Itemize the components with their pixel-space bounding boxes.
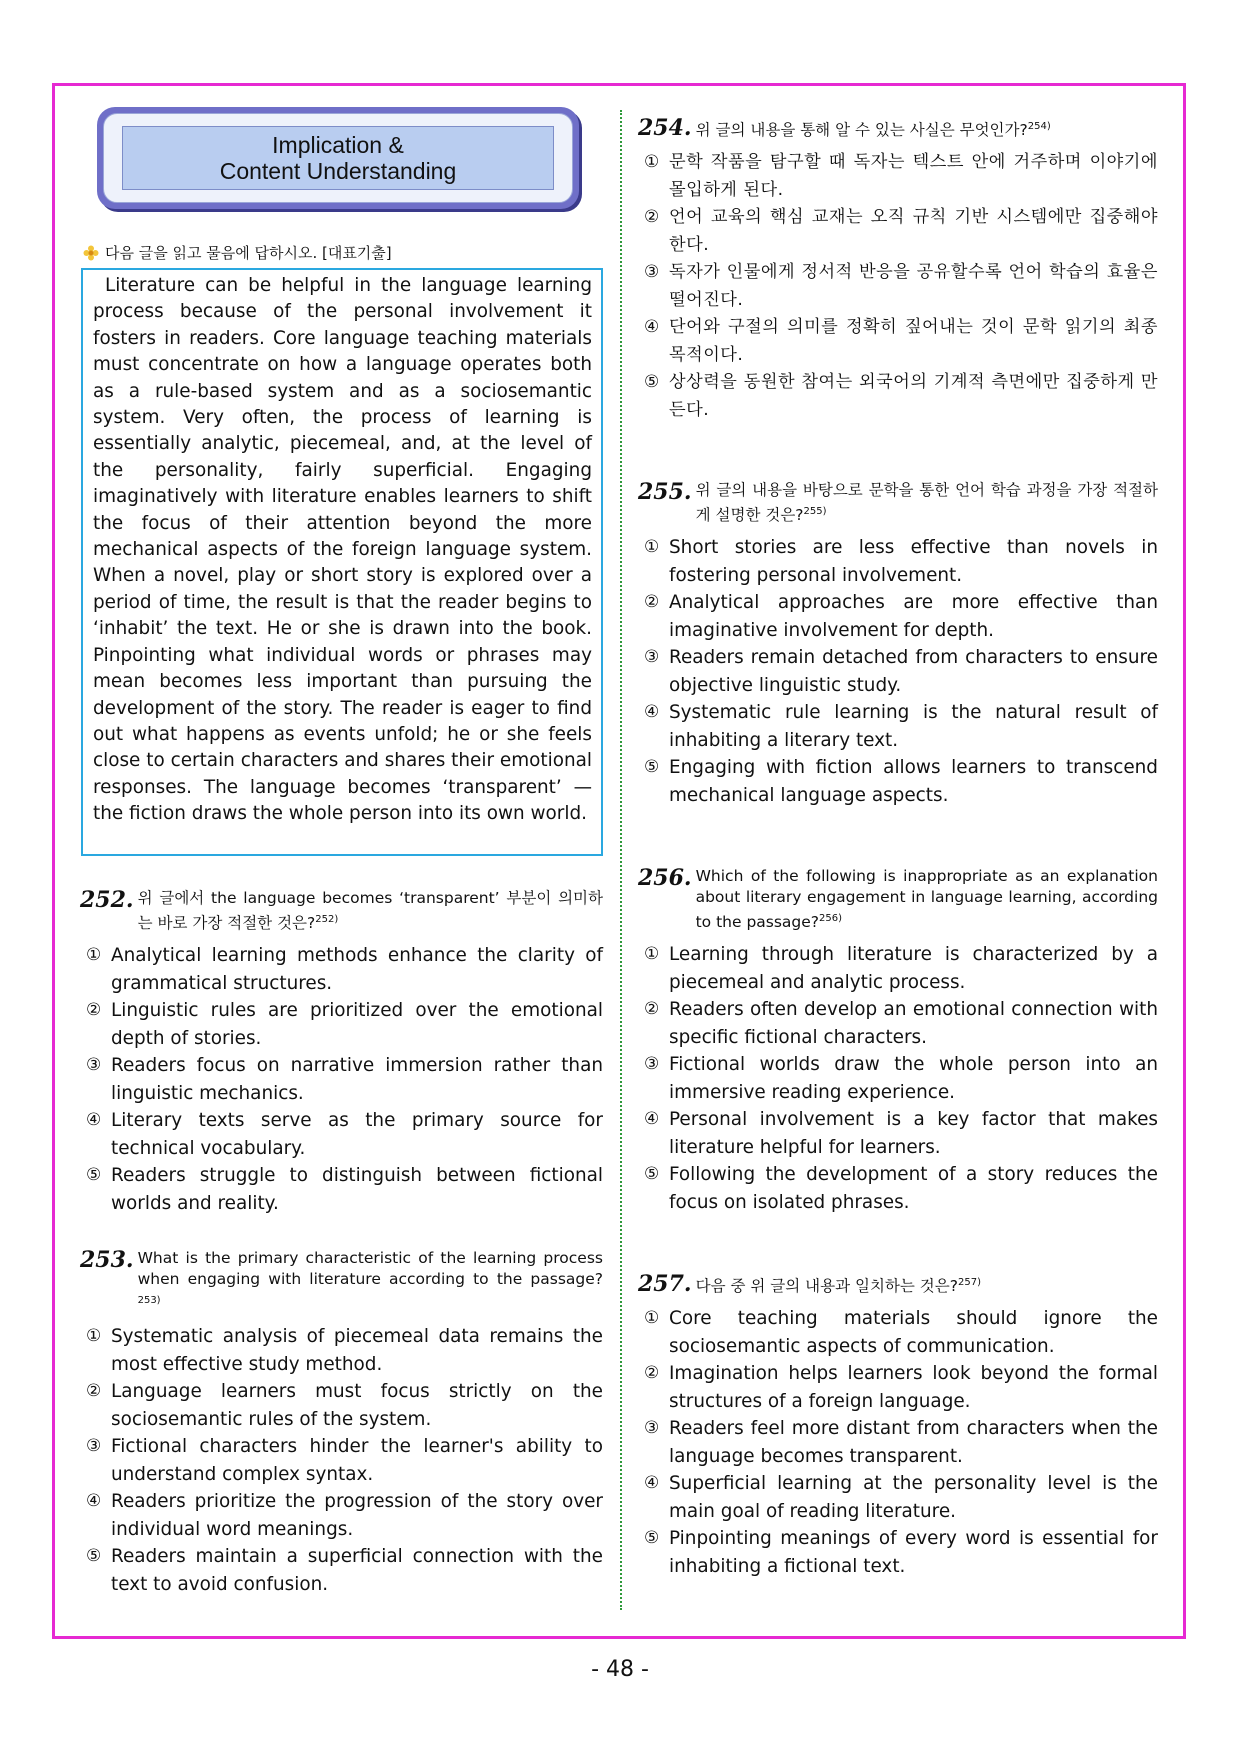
option-marker: ② [86,1000,102,1021]
option-marker: ③ [644,1418,660,1439]
reading-passage [81,268,603,856]
question-253 [80,1248,603,1598]
instruction [83,242,392,263]
question-number: 255. [638,479,692,505]
question-number: 257. [638,1271,692,1297]
option-marker: ⑤ [644,1528,660,1549]
option-marker: ② [644,999,660,1020]
option-marker: ④ [644,1473,660,1494]
option-4[interactable]: ④ Personal involvement is a key factor that makes literature helpful for learners. [638,1106,1158,1161]
option-marker: ① [644,944,660,965]
question-header [638,116,1158,141]
option-1[interactable]: ① Systematic analysis of piecemeal data remains the most effective study method. [80,1323,603,1378]
option-marker: ① [644,152,660,173]
option-marker: ② [644,592,660,613]
option-4[interactable]: ④ Readers prioritize the progression of the story over individual word meanings. [80,1488,603,1543]
question-stem: 위 글의 내용을 통해 알 수 있는 사실은 무엇인가?$^{254)}$ [695,121,1051,140]
option-1[interactable]: ① Analytical learning methods enhance the clarity of grammatical structures. [80,942,603,997]
option-5[interactable]: ⑤ Pinpointing meanings of every word is essential for inhabiting a fictional text. [638,1525,1158,1580]
option-marker: ④ [86,1110,102,1131]
instruction-text: 다음 글을 읽고 물음에 답하시오. [대표기출] [105,244,392,262]
option-marker: ② [644,1363,660,1384]
option-3[interactable]: ③ Fictional characters hinder the learner's ability to understand complex syntax. [80,1433,603,1488]
question-stem: 다음 중 위 글의 내용과 일치하는 것은?$^{257)}$ [695,1277,981,1296]
flower-icon [83,245,99,261]
footnote-ref: 252) [315,914,339,925]
options-list [638,941,1158,1216]
question-header [80,1248,603,1315]
option-5[interactable]: ⑤ Readers struggle to distinguish between fictional worlds and reality. [80,1162,603,1217]
option-marker: ④ [644,1109,660,1130]
option-marker: ② [86,1381,102,1402]
question-header [638,1272,1158,1297]
option-1[interactable]: ① Core teaching materials should ignore the sociosemantic aspects of communication. [638,1305,1158,1360]
option-5[interactable]: ⑤ 상상력을 동원한 참여는 외국어의 기계적 측면에만 집중하게 만든다. [638,369,1158,424]
option-marker: ① [644,537,660,558]
footnote-ref: 255) [803,506,827,517]
passage-text: Literature can be helpful in the language learning process because of the personal involvement it fosters in readers. Core language teaching materials must concentrate on how a language operates both as a rule-based system and as a sociosemantic system. Very often, the process of learning is essentially analytic, piecemeal, and, at the level of the personality, fairly superficial. Engaging imaginatively with literature enables learners to shift the focus of their attention beyond the more mechanical aspects of the foreign language system. When a novel, play or short story is explored over a period of time, the result is that the reader begins to ‘inhabit’ the text. He or she is drawn into the book. Pinpointing what individual words or phrases may mean becomes less important than pursuing the development of the story. The reader is eager to find out what happens as events unfold; he or she feels close to certain characters and shares their emotional responses. The language becomes ‘transparent’ — the fiction draws the whole person into its own world. [93,275,592,825]
option-marker: ⑤ [644,372,660,393]
option-marker: ① [86,945,102,966]
question-header [638,866,1158,933]
option-2[interactable]: ② Analytical approaches are more effective than imaginative involvement for depth. [638,589,1158,644]
option-marker: ④ [644,317,660,338]
option-4[interactable]: ④ Superficial learning at the personality level is the main goal of reading literature. [638,1470,1158,1525]
option-1[interactable]: ① 문학 작품을 탐구할 때 독자는 텍스트 안에 거주하며 이야기에 몰입하게 된다. [638,149,1158,204]
question-256 [638,866,1158,1216]
option-marker: ③ [644,262,660,283]
option-5[interactable]: ⑤ Readers maintain a superficial connection with the text to avoid confusion. [80,1543,603,1598]
option-4[interactable]: ④ Literary texts serve as the primary source for technical vocabulary. [80,1107,603,1162]
column-divider [620,110,622,1610]
option-marker: ③ [86,1055,102,1076]
question-number: 253. [80,1247,134,1273]
options-list [638,1305,1158,1580]
options-list [638,149,1158,424]
option-5[interactable]: ⑤ Engaging with fiction allows learners to transcend mechanical language aspects. [638,754,1158,809]
option-marker: ④ [86,1491,102,1512]
option-marker: ② [644,207,660,228]
option-marker: ① [644,1308,660,1329]
question-stem: What is the primary characteristic of the learning process when engaging with literature according to the passage?$^{253)}$ [137,1249,603,1306]
question-252 [80,888,603,1217]
option-3[interactable]: ③ 독자가 인물에게 정서적 반응을 공유할수록 언어 학습의 효율은 떨어진다. [638,259,1158,314]
question-header [80,888,603,934]
option-2[interactable]: ② 언어 교육의 핵심 교재는 오직 규칙 기반 시스템에만 집중해야 한다. [638,204,1158,259]
option-marker: ⑤ [86,1165,102,1186]
question-stem: 위 글의 내용을 바탕으로 문학을 통한 언어 학습 과정을 가장 적절하게 설명한 것은?$^{255)}$ [695,481,1158,525]
option-marker: ③ [86,1436,102,1457]
option-marker: ③ [644,1054,660,1075]
option-5[interactable]: ⑤ Following the development of a story reduces the focus on isolated phrases. [638,1161,1158,1216]
option-3[interactable]: ③ Readers feel more distant from characters when the language becomes transparent. [638,1415,1158,1470]
option-3[interactable]: ③ Readers remain detached from characters to ensure objective linguistic study. [638,644,1158,699]
options-list [80,942,603,1217]
option-marker: ⑤ [644,1164,660,1185]
option-1[interactable]: ① Short stories are less effective than novels in fostering personal involvement. [638,534,1158,589]
options-list [80,1323,603,1598]
question-number: 252. [80,887,134,913]
option-3[interactable]: ③ Readers focus on narrative immersion rather than linguistic mechanics. [80,1052,603,1107]
option-2[interactable]: ② Language learners must focus strictly on the sociosemantic rules of the system. [80,1378,603,1433]
option-4[interactable]: ④ 단어와 구절의 의미를 정확히 짚어내는 것이 문학 읽기의 최종 목적이다. [638,314,1158,369]
option-1[interactable]: ① Learning through literature is characterized by a piecemeal and analytic process. [638,941,1158,996]
page-number: - 48 - [591,1657,649,1682]
options-list [638,534,1158,809]
option-2[interactable]: ② Linguistic rules are prioritized over the emotional depth of stories. [80,997,603,1052]
option-2[interactable]: ② Readers often develop an emotional connection with specific fictional characters. [638,996,1158,1051]
question-number: 256. [638,865,692,891]
option-marker: ⑤ [644,757,660,778]
option-marker: ① [86,1326,102,1347]
option-marker: ③ [644,647,660,668]
badge-inner [122,126,554,190]
option-marker: ⑤ [86,1546,102,1567]
question-255 [638,480,1158,809]
question-header [638,480,1158,526]
footnote-ref: 256) [819,913,843,924]
section-title: Implication & Content Understanding [219,132,457,184]
section-title-badge [97,107,579,209]
question-257 [638,1272,1158,1580]
question-stem: Which of the following is inappropriate as an explanation about literary engagement in language learning, according to the passage?$^{256)}$ [695,867,1158,932]
option-3[interactable]: ③ Fictional worlds draw the whole person into an immersive reading experience. [638,1051,1158,1106]
footnote-ref: 257) [957,1277,981,1288]
question-stem: 위 글에서 the language becomes ‘transparent’ 부분이 의미하는 바로 가장 적절한 것은?$^{252)}$ [137,889,603,933]
option-marker: ④ [644,702,660,723]
question-254 [638,116,1158,424]
footnote-ref: 253) [137,1295,161,1306]
badge-frame [103,113,573,203]
question-number: 254. [638,115,692,141]
option-4[interactable]: ④ Systematic rule learning is the natural result of inhabiting a literary text. [638,699,1158,754]
option-2[interactable]: ② Imagination helps learners look beyond the formal structures of a foreign language. [638,1360,1158,1415]
footnote-ref: 254) [1027,121,1051,132]
